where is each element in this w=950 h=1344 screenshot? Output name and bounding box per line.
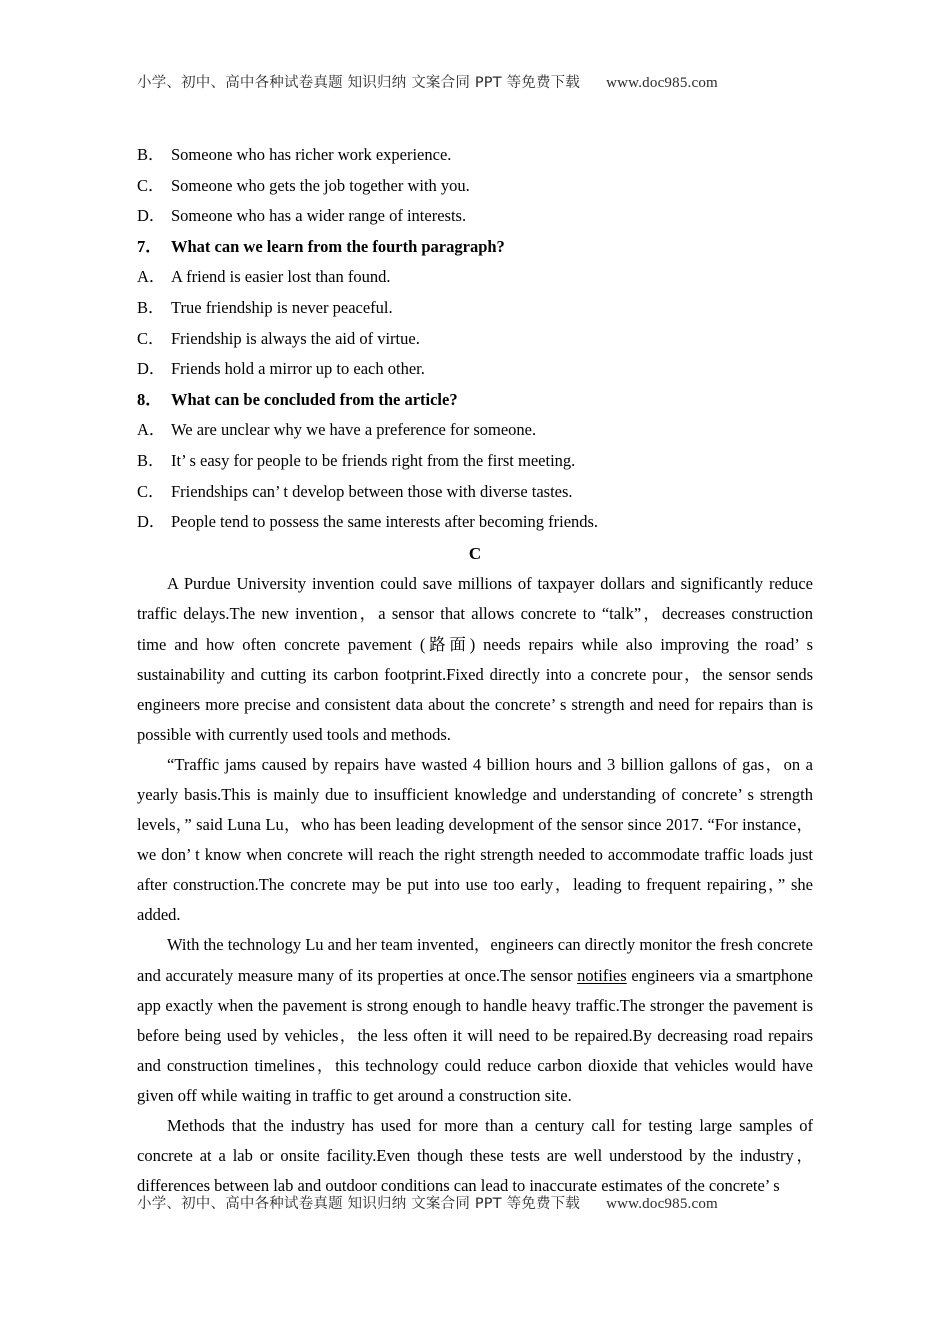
- question-stem-7: [137, 232, 813, 263]
- option-item: [137, 262, 813, 293]
- option-marker: B．: [137, 450, 165, 470]
- question-number: 7．: [137, 236, 162, 256]
- option-marker: B．: [137, 145, 165, 164]
- passage-paragraph-4: Methods that the industry has used for more than a century call for testing large samples of concrete at a lab or onsite facility.Even though these tests are well understood by the industry，differences between lab and outdoor conditions can lead to inaccurate estimates of the concrete’ s: [137, 1116, 813, 1196]
- option-text: Friendship is always the aid of virtue.: [171, 328, 420, 348]
- option-marker: C．: [137, 175, 165, 195]
- page-content: [137, 140, 813, 1201]
- option-text: People tend to possess the same interests after becoming friends.: [171, 512, 599, 532]
- option-item: [137, 415, 813, 446]
- option-marker: D．: [137, 206, 166, 226]
- option-item: [137, 446, 813, 477]
- option-text: A friend is easier lost than found.: [171, 267, 391, 287]
- passage-paragraph-2: “Traffic jams caused by repairs have wasted 4 billion hours and 3 billion gallons of gas，on a yearly basis.This is mainly due to insufficient knowledge and understanding of concrete’ s strength levels，” said Luna Lu，who has been leading development of the sensor since 2017. “For instance，we don’ t know when concrete will reach the right strength needed to accommodate traffic loads just after construction.The concrete may be put into use too early，leading to frequent repairing，” she added.: [137, 754, 813, 925]
- option-marker: D．: [137, 359, 166, 379]
- option-item: [137, 324, 813, 355]
- option-item: [137, 171, 813, 202]
- option-marker: C．: [137, 481, 165, 501]
- option-text: It’ s easy for people to be friends right from the first meeting.: [171, 450, 576, 470]
- option-marker: A．: [137, 267, 166, 287]
- underlined-vocabulary-word: notifies: [577, 965, 627, 985]
- option-marker: D．: [137, 512, 166, 532]
- option-text: Someone who has a wider range of interests.: [171, 206, 467, 226]
- question-text: What can we learn from the fourth paragraph?: [171, 236, 505, 256]
- option-text: Someone who gets the job together with you.: [171, 175, 470, 195]
- option-item: [137, 140, 813, 171]
- option-text: Friendships can’ t develop between those with diverse tastes.: [171, 481, 573, 501]
- footer-watermark-text: 小学、初中、高中各种试卷真题 知识归纳 文案合同 PPT 等免费下载: [137, 1196, 581, 1212]
- option-item: [137, 507, 813, 538]
- footer-watermark: [137, 1192, 813, 1213]
- option-marker: A．: [137, 420, 166, 440]
- option-text: We are unclear why we have a preference for someone.: [171, 420, 537, 440]
- option-text: True friendship is never peaceful.: [171, 297, 393, 317]
- option-text: Friends hold a mirror up to each other.: [171, 359, 425, 379]
- passage-section-heading: C: [468, 543, 482, 563]
- question-stem-8: [137, 385, 813, 416]
- header-watermark-url: www.doc985.com: [606, 75, 718, 91]
- option-marker: B．: [137, 297, 165, 317]
- question-number: 8．: [137, 389, 162, 409]
- option-item: [137, 354, 813, 385]
- question-text: What can be concluded from the article?: [171, 389, 458, 409]
- footer-watermark-url: www.doc985.com: [606, 1196, 718, 1212]
- header-watermark: [137, 71, 813, 92]
- passage-paragraph-1: A Purdue University invention could save millions of taxpayer dollars and significantly reduce traffic delays.The new invention，a sensor that allows concrete to “talk”，decreases construction time and how often concrete pavement (路面) needs repairs while also improving the road’ s sustainability and cutting its carbon footprint.Fixed directly into a concrete pour，the sensor sends engineers more precise and consistent data about the concrete’ s strength and need for repairs than is possible with currently used tools and methods.: [137, 574, 813, 744]
- option-item: [137, 293, 813, 324]
- passage-paragraph-3: With the technology Lu and her team invented，engineers can directly monitor the fresh concrete and accurately measure many of its properties at once.The sensor notifies engineers via a smartphone app exactly when the pavement is strong enough to handle heavy traffic.The stronger the pavement is before being used by vehicles，the less often it will need to be repaired.By decreasing road repairs and construction timelines，this technology could reduce carbon dioxide that vehicles would have given off while waiting in traffic to get around a construction site.: [137, 935, 813, 1105]
- option-marker: C．: [137, 328, 165, 348]
- header-watermark-text: 小学、初中、高中各种试卷真题 知识归纳 文案合同 PPT 等免费下载: [137, 75, 581, 91]
- option-item: [137, 477, 813, 508]
- option-text: Someone who has richer work experience.: [171, 145, 452, 164]
- option-item: [137, 201, 813, 232]
